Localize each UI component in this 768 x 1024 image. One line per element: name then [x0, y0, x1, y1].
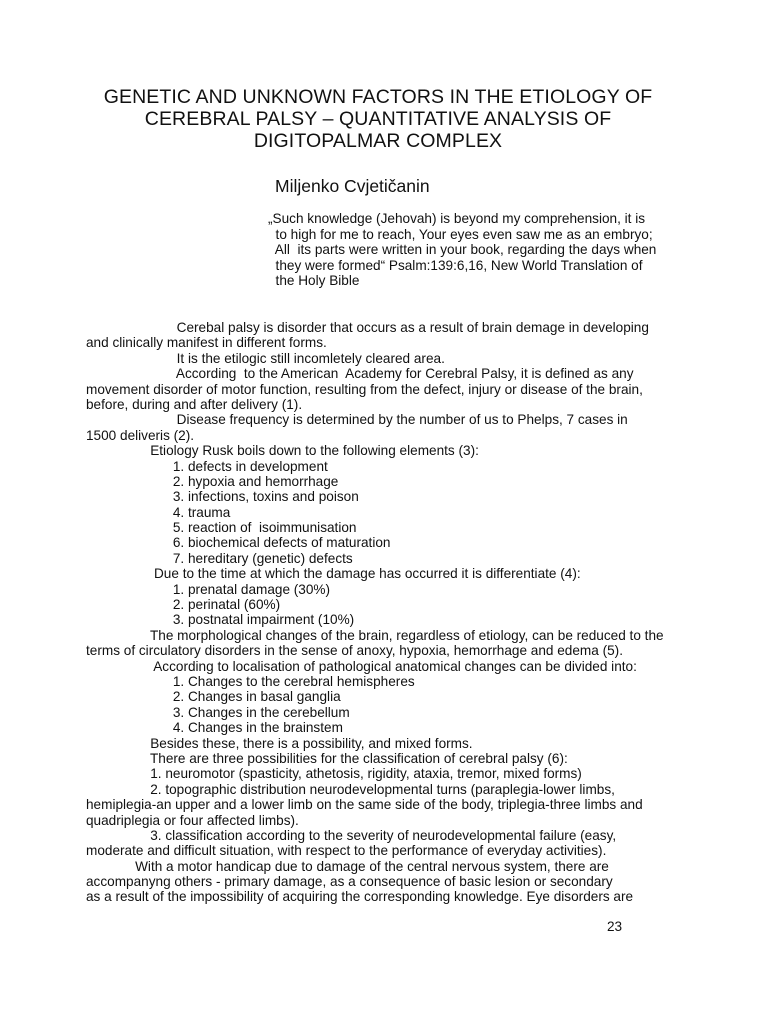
body-line: Besides these, there is a possibility, and mixed forms.: [86, 735, 473, 751]
quote-line: to high for me to reach, Your eyes even saw me as an embryo;: [268, 226, 653, 242]
title-line-2: CEREBRAL PALSY – QUANTITATIVE ANALYSIS OF: [144, 108, 612, 130]
body-line: movement disorder of motor function, resulting from the defect, injury or disease of the brain,: [86, 381, 643, 397]
paper-title: [60, 86, 696, 152]
body-line: With a motor handicap due to damage of the central nervous system, there are: [86, 858, 609, 874]
title-line-1: GENETIC AND UNKNOWN FACTORS IN THE ETIOLOGY OF: [103, 86, 653, 108]
body-line: 3. infections, toxins and poison: [86, 489, 359, 505]
body-line: 1. Changes to the cerebral hemispheres: [86, 673, 415, 689]
body-text: [86, 320, 686, 905]
body-line: 5. reaction of isoimmunisation: [86, 520, 357, 536]
body-line: 4. trauma: [86, 504, 231, 520]
body-line: There are three possibilities for the classification of cerebral palsy (6):: [86, 750, 568, 766]
body-line: 3. Changes in the cerebellum: [86, 704, 350, 720]
body-line: 1. prenatal damage (30%): [86, 581, 331, 597]
quote-line: All its parts were written in your book, regarding the days when: [268, 242, 657, 257]
body-line: terms of circulatory disorders in the sense of anoxy, hypoxia, hemorrhage and edema (5).: [86, 643, 623, 659]
body-line: 1. neuromotor (spasticity, athetosis, rigidity, ataxia, tremor, mixed forms): [86, 766, 582, 782]
body-line: The morphological changes of the brain, regardless of etiology, can be reduced to the: [86, 627, 664, 643]
quote-line: they were formed“ Psalm:139:6,16, New World Translation of: [268, 257, 643, 273]
body-line: Etiology Rusk boils down to the following elements (3):: [86, 443, 479, 459]
body-line: It is the etilogic still incomletely cleared area.: [86, 350, 445, 366]
body-line: 2. Changes in basal ganglia: [86, 689, 341, 705]
body-line: 2. topographic distribution neurodevelopmental turns (paraplegia-lower limbs,: [86, 781, 615, 797]
epigraph-quote: [268, 211, 656, 289]
body-line: quadriplegia or four affected limbs).: [86, 812, 299, 828]
body-line: moderate and difficult situation, with respect to the performance of everyday activities).: [86, 843, 607, 859]
author-name: Miljenko Cvjetičanin: [275, 176, 430, 196]
body-line: Due to the time at which the damage has occurred it is differentiate (4):: [86, 566, 581, 582]
title-line-3: DIGITOPALMAR COMPLEX: [253, 130, 503, 152]
body-line: 3. postnatal impairment (10%): [86, 612, 355, 628]
body-line: accompanyng others - primary damage, as a consequence of basic lesion or secondary: [86, 874, 613, 890]
quote-line: the Holy Bible: [268, 273, 360, 288]
body-line: Disease frequency is determined by the number of us to Phelps, 7 cases in: [86, 412, 628, 428]
body-line: According to the American Academy for Cerebral Palsy, it is defined as any: [86, 366, 634, 382]
body-line: 1500 deliveris (2).: [86, 427, 195, 443]
body-line: According to localisation of pathological anatomical changes can be divided into:: [86, 658, 637, 674]
body-line: 2. hypoxia and hemorrhage: [86, 473, 339, 489]
body-line: before, during and after delivery (1).: [86, 396, 303, 412]
body-line: 7. hereditary (genetic) defects: [86, 550, 353, 566]
quote-line: „Such knowledge (Jehovah) is beyond my comprehension, it is: [268, 211, 646, 226]
body-line: as a result of the impossibility of acquiring the corresponding knowledge. Eye disorders are: [86, 889, 634, 905]
body-line: Cerebal palsy is disorder that occurs as a result of brain demage in developing: [86, 320, 649, 335]
body-line: 4. Changes in the brainstem: [86, 720, 343, 736]
page-number: 23: [607, 919, 623, 934]
body-line: 3. classification according to the severity of neurodevelopmental failure (easy,: [86, 827, 617, 843]
body-line: 2. perinatal (60%): [86, 597, 281, 613]
body-line: hemiplegia-an upper and a lower limb on the same side of the body, triplegia-three limbs and: [86, 797, 643, 813]
body-line: and clinically manifest in different forms.: [86, 335, 327, 351]
body-line: 1. defects in development: [86, 458, 328, 474]
body-line: 6. biochemical defects of maturation: [86, 535, 391, 551]
